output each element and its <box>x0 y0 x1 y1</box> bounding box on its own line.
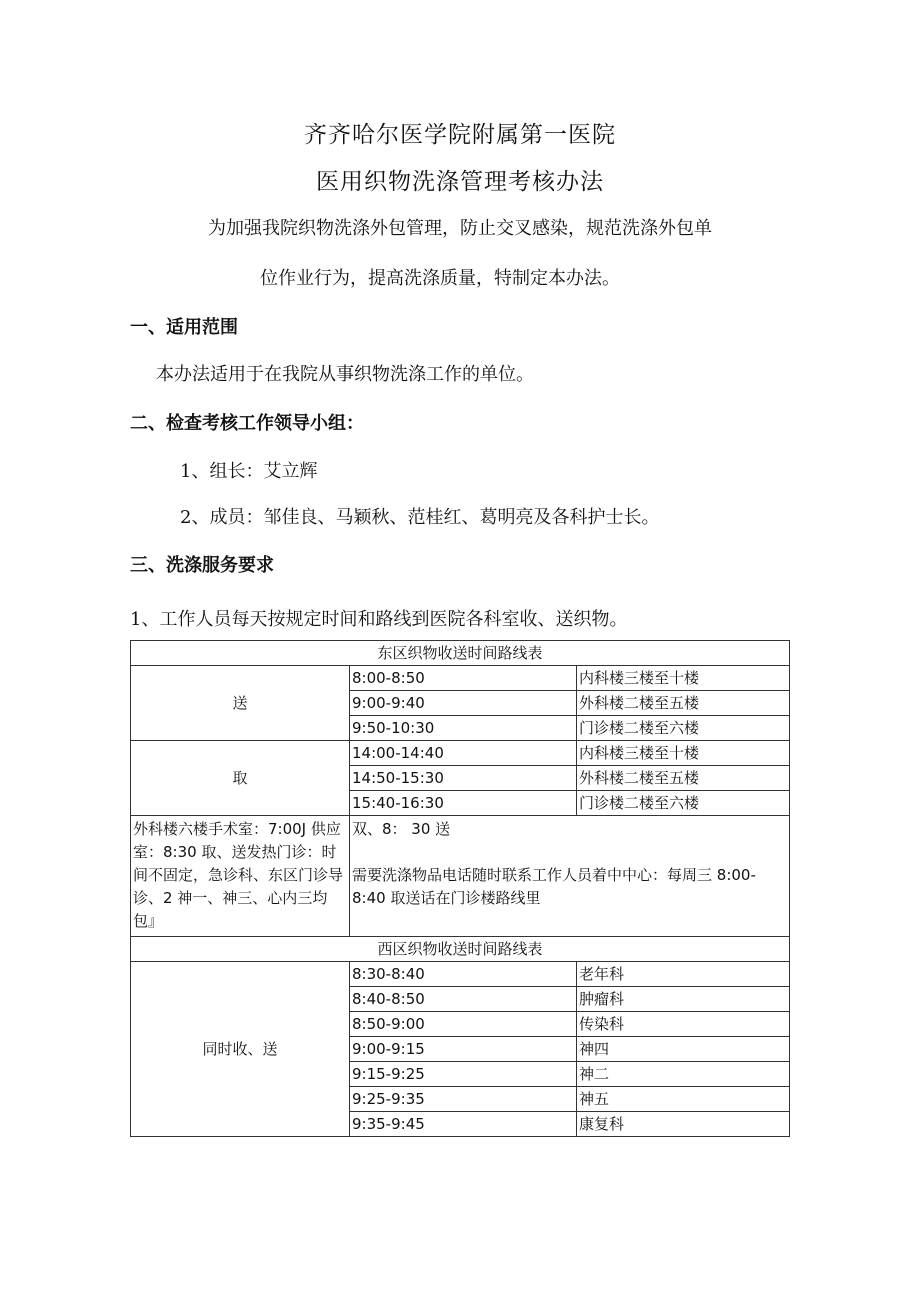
time-cell: 8:30-8:40 <box>350 962 577 987</box>
section-3-item-1: 1、工作人员每天按规定时间和路线到医院各科室收、送织物。 <box>130 609 628 630</box>
section-1-text: 本办法适用于在我院从事织物洗涤工作的单位。 <box>156 364 534 385</box>
title-line-2: 医用织物洗涤管理考核办法 <box>316 169 604 195</box>
dept-cell: 老年科 <box>577 962 790 987</box>
section-1-heading: 一、适用范围 <box>130 317 238 338</box>
time-cell: 9:25-9:35 <box>350 1087 577 1112</box>
route-cell: 门诊楼二楼至六楼 <box>577 791 790 816</box>
time-cell: 8:40-8:50 <box>350 987 577 1012</box>
route-cell: 内科楼三楼至十楼 <box>577 666 790 691</box>
deliver-label: 送 <box>131 666 350 741</box>
pickup-label: 取 <box>131 741 350 816</box>
route-cell: 门诊楼二楼至六楼 <box>577 716 790 741</box>
time-cell: 14:50-15:30 <box>350 766 577 791</box>
route-table <box>130 640 790 1137</box>
time-cell: 15:40-16:30 <box>350 791 577 816</box>
table-row <box>131 937 790 962</box>
time-cell: 9:15-9:25 <box>350 1062 577 1087</box>
note-right-line-2: 需要洗涤物品电话随时联系工作人员着中中心：每周三 8:00-8:40 取送话在门诊楼路线里 <box>352 866 756 907</box>
table-row <box>131 641 790 666</box>
table-row <box>131 962 790 987</box>
east-table-title: 东区织物收送时间路线表 <box>131 641 790 666</box>
route-cell: 外科楼二楼至五楼 <box>577 766 790 791</box>
time-cell: 9:50-10:30 <box>350 716 577 741</box>
dept-cell: 康复科 <box>577 1112 790 1137</box>
table-row <box>131 666 790 691</box>
time-cell: 8:00-8:50 <box>350 666 577 691</box>
time-cell: 14:00-14:40 <box>350 741 577 766</box>
dept-cell: 神四 <box>577 1037 790 1062</box>
west-table-title: 西区织物收送时间路线表 <box>131 937 790 962</box>
dept-cell: 肿瘤科 <box>577 987 790 1012</box>
intro-line-2: 位作业行为，提高洗涤质量，特制定本办法。 <box>260 268 620 289</box>
time-cell: 9:35-9:45 <box>350 1112 577 1137</box>
intro-line-1: 为加强我院织物洗涤外包管理，防止交叉感染，规范洗涤外包单 <box>208 218 712 239</box>
section-2-item-1: 1、组长：艾立辉 <box>180 461 318 482</box>
dept-cell: 神五 <box>577 1087 790 1112</box>
note-left: 外科楼六楼手术室：7:00J 供应室：8:30 取、送发热门诊：时间不固定，急诊科、东区门诊导诊、2 神一、神三、心内三均包』 <box>131 816 350 937</box>
dept-cell: 传染科 <box>577 1012 790 1037</box>
route-cell: 内科楼三楼至十楼 <box>577 741 790 766</box>
section-2-item-2: 2、成员：邹佳良、马颖秋、范桂红、葛明亮及各科护士长。 <box>180 507 660 528</box>
note-right <box>350 816 790 937</box>
route-cell: 外科楼二楼至五楼 <box>577 691 790 716</box>
time-cell: 9:00-9:40 <box>350 691 577 716</box>
table-row <box>131 741 790 766</box>
table-row <box>131 816 790 937</box>
west-label: 同时收、送 <box>131 962 350 1137</box>
title-line-1: 齐齐哈尔医学院附属第一医院 <box>304 122 616 148</box>
note-right-line-1: 双、8： 30 送 <box>352 820 451 838</box>
section-2-heading: 二、检查考核工作领导小组： <box>130 413 364 434</box>
dept-cell: 神二 <box>577 1062 790 1087</box>
section-3-heading: 三、洗涤服务要求 <box>130 555 274 576</box>
time-cell: 9:00-9:15 <box>350 1037 577 1062</box>
time-cell: 8:50-9:00 <box>350 1012 577 1037</box>
